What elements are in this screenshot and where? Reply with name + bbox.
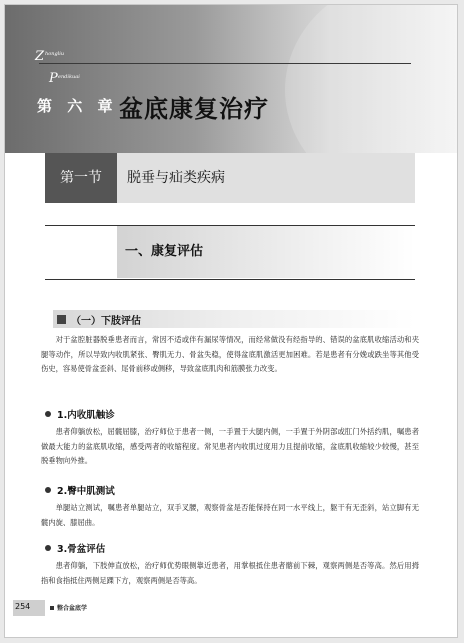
subsection-bottom-rule <box>45 279 415 280</box>
chapter-label: 第 六 章 <box>37 97 118 115</box>
part-heading-square-icon <box>57 315 66 324</box>
bullet-icon <box>45 545 51 551</box>
section-bar <box>45 153 415 203</box>
item-heading-adductor <box>45 407 115 421</box>
bullet-icon <box>45 411 51 417</box>
item-heading-text: 1.内收肌触诊 <box>57 410 115 421</box>
page-number: 254 <box>15 602 31 611</box>
intro-paragraph: 对于盆腔脏器脱垂患者而言，常因不适或伴有漏尿等情况，而经常做没有经指导的、错误的盆底肌收缩活动和夹腿等动作，所以导致内收肌紧张、臀肌无力、骨盆失稳，使得盆底肌激活更加困难。若是患者有分娩或跌坐等其他受伤史，容易使骨盆歪斜、尾骨前移或侧移，导致盆底肌肉和筋膜张力改变。 <box>41 335 419 373</box>
section-number: 第一节 <box>45 153 117 203</box>
item-heading-pelvis <box>45 541 105 555</box>
footer-book-title: 整合盆底学 <box>57 605 88 612</box>
item-heading-text: 2.臀中肌测试 <box>57 486 115 497</box>
header-rule <box>39 63 411 64</box>
item-paragraph-pelvis: 患者仰躺，下肢伸直放松，治疗师优势眼侧靠近患者，用掌根抵住患者髂前下棘，观察两侧是否等高。然后用拇指和食指抵住两侧足踝下方，观察两侧是否等高。 <box>41 561 419 585</box>
item-heading-gluteus <box>45 483 115 497</box>
item-paragraph-adductor: 患者仰躺放松，屈髋屈膝，治疗师位于患者一侧，一手置于大腿内侧，一手置于外阴部或肛门外括约肌，嘱患者做最大能力的盆底肌收缩，感受两者的收缩程度。常见患者内收肌过度用力且提前收缩，盆底肌收缩较少较慢，甚至脱垂物向外推。 <box>41 427 419 465</box>
section-title: 脱垂与疝类疾病 <box>127 170 225 186</box>
logo-p-letter: P <box>49 71 58 86</box>
part-title: （一）下肢评估 <box>71 316 141 327</box>
chapter-title: 盆底康复治疗 <box>119 95 269 123</box>
item-heading-text: 3.骨盆评估 <box>57 544 106 555</box>
logo-z-letter: Z <box>35 49 45 64</box>
logo-p-subtext: endikuai <box>58 74 80 80</box>
logo-z-subtext: hongliu <box>45 51 65 57</box>
book-page <box>4 4 458 638</box>
footer-square-icon <box>50 606 54 610</box>
subsection-title: 一、康复评估 <box>125 244 204 259</box>
bullet-icon <box>45 487 51 493</box>
item-paragraph-gluteus: 单腿站立测试，嘱患者单腿站立，双手叉腰，观察骨盆是否能保持在同一水平线上，躯干有无歪斜，站立脚有无髋内旋、膝屈曲。 <box>41 503 419 527</box>
